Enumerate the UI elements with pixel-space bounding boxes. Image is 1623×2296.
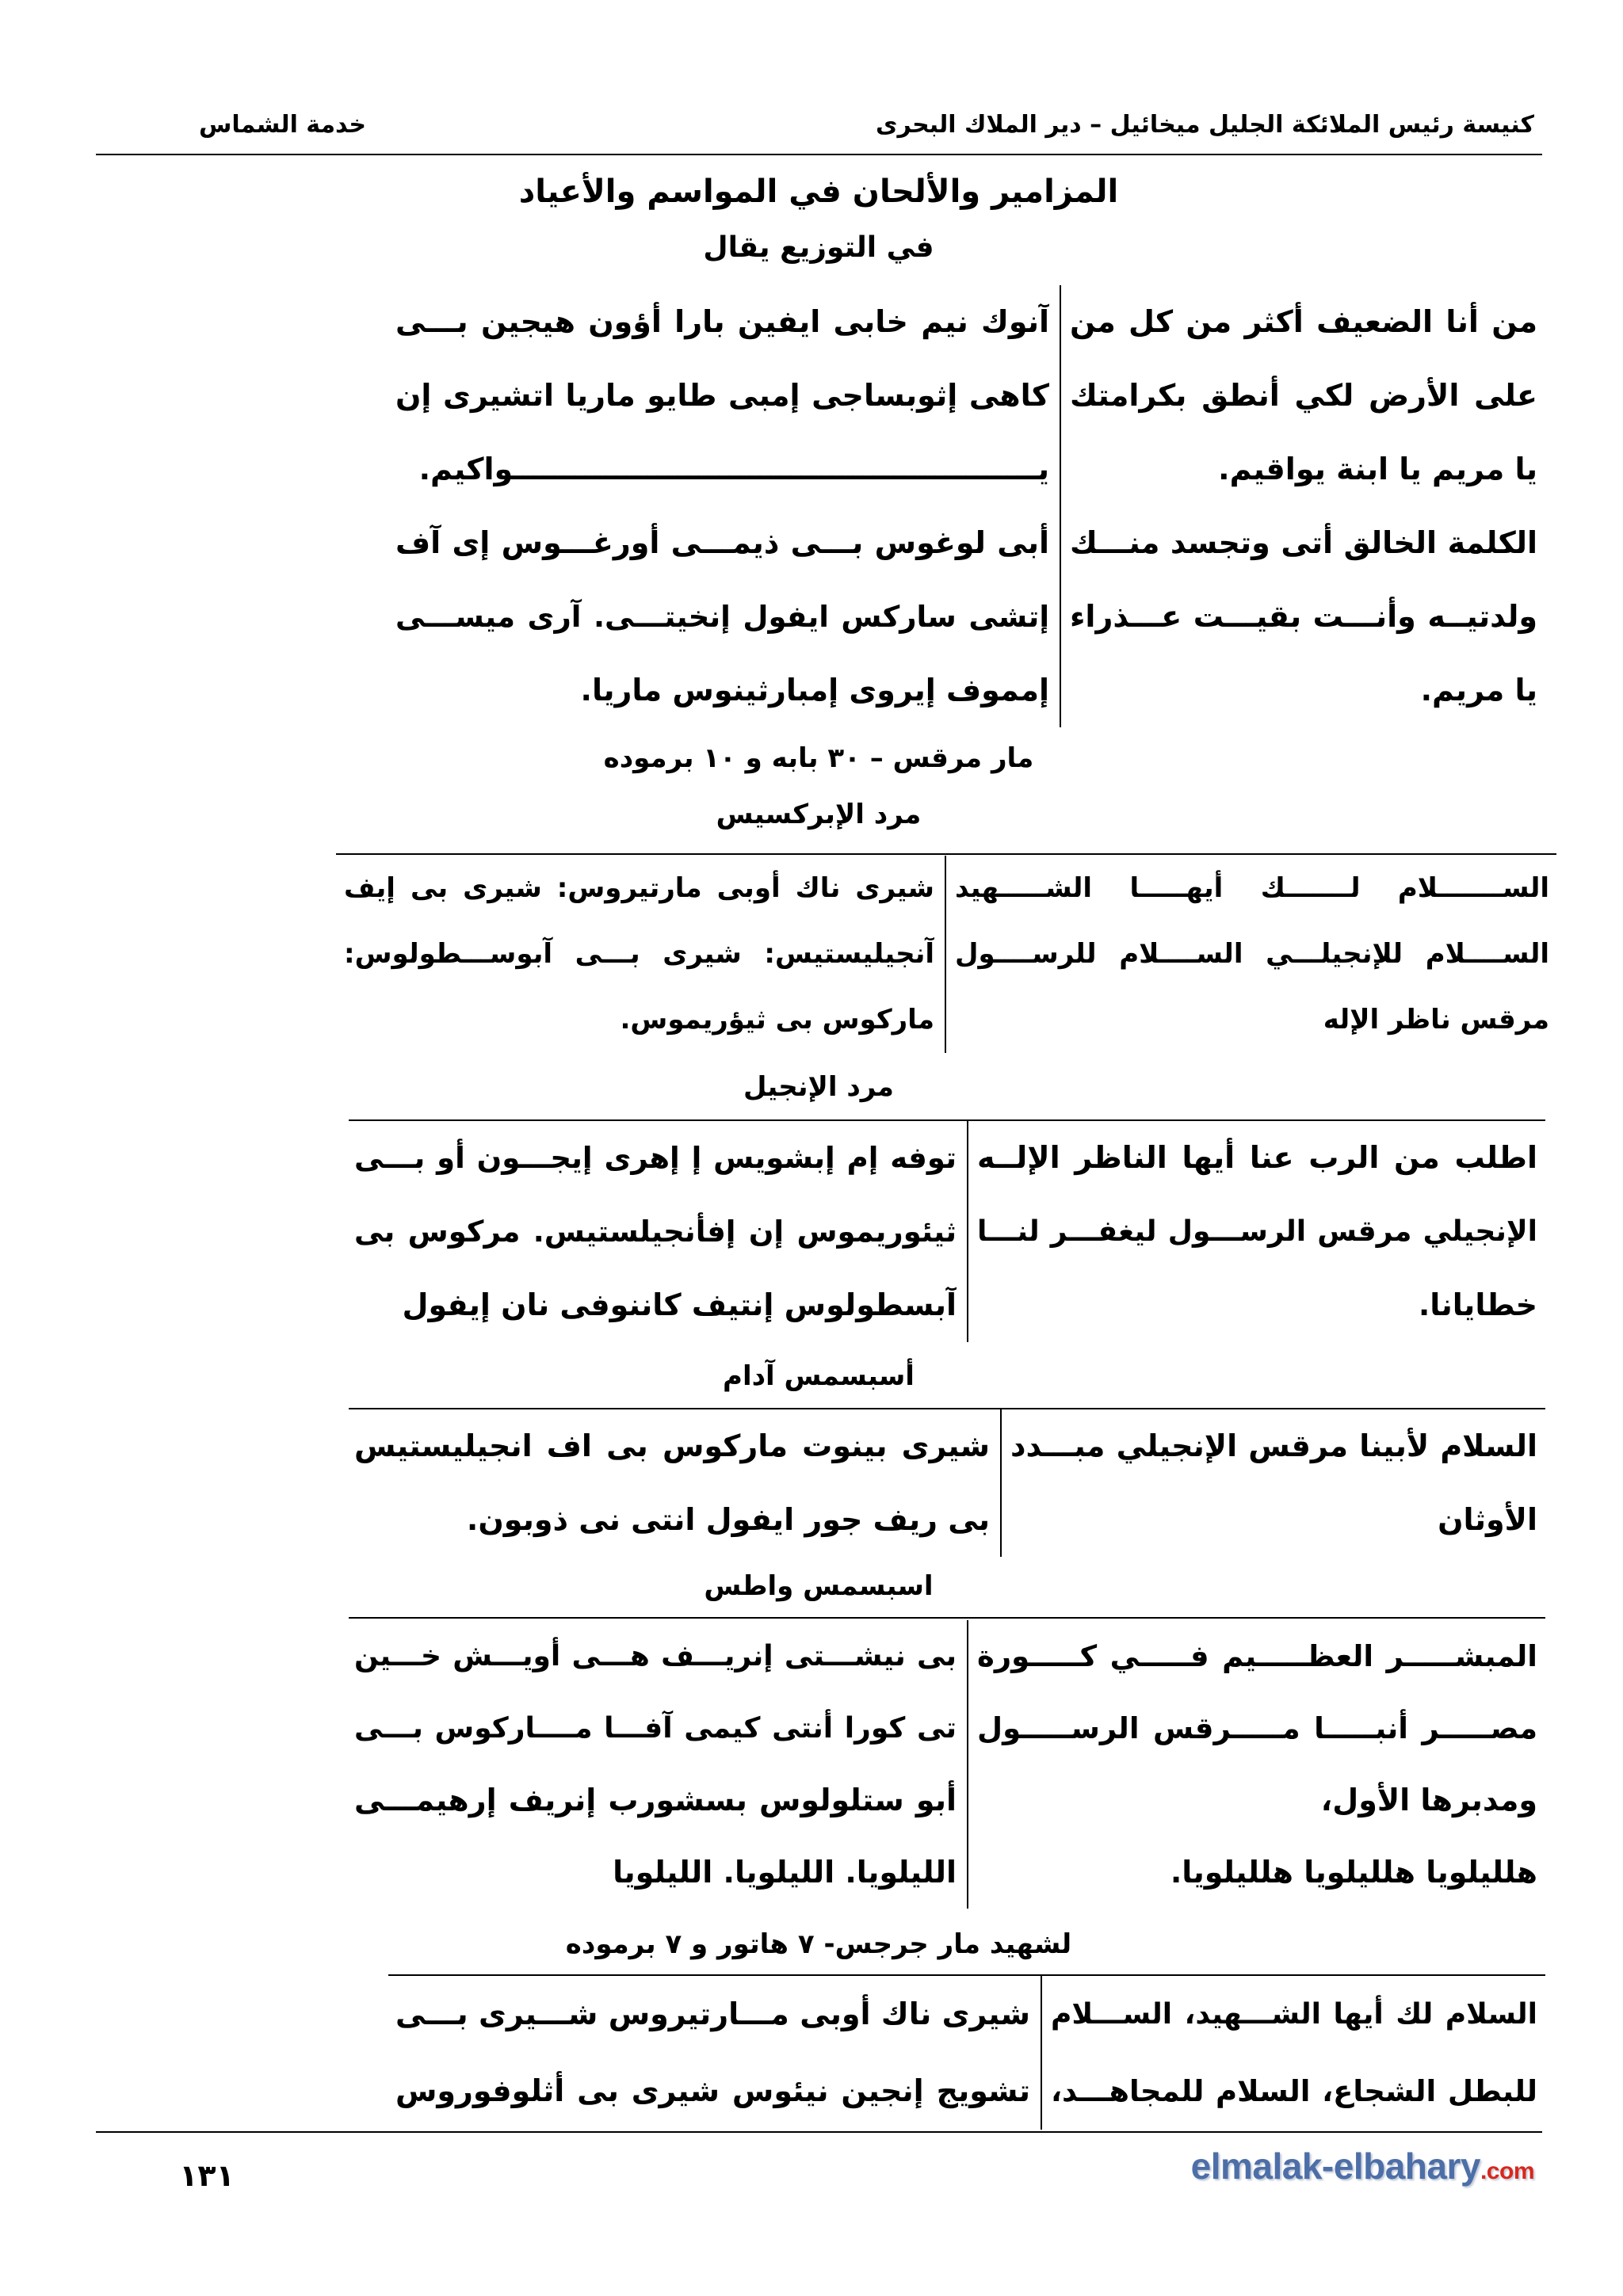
column-divider [945, 856, 946, 1053]
page-number: ١٣١ [179, 2158, 235, 2193]
arabic-column [977, 1121, 1537, 1342]
arabic-line: للبطل الشجاع، السلام للمجاهـــد، [1051, 2074, 1537, 2108]
coptic-line: شيرى ناك أوبى مارتيروس: شيرى بى إيف [344, 872, 934, 904]
column-divider [967, 1620, 968, 1909]
site-logo [1191, 2142, 1534, 2195]
hymn-section [344, 856, 1549, 1053]
arabic-line: من أنا الضعيف أكثر من كل من [1070, 304, 1537, 339]
coptic-column [395, 1976, 1030, 2130]
arabic-line: الكلمة الخالق أتى وتجسد منـــك [1070, 525, 1537, 560]
hymn-section [395, 285, 1537, 727]
coptic-line: إتشى ساركس ايفول إنخيتـــى. آرى ميســـى [395, 600, 1049, 634]
hymn-section [354, 1409, 1537, 1557]
section-rule [336, 853, 1556, 855]
footer-rule [96, 2131, 1542, 2133]
arabic-column [1070, 285, 1537, 727]
coptic-line: آبسطولوس إنتيف كاننوفى نان إيفول [402, 1287, 957, 1322]
arabic-line: خطايانا. [1418, 1287, 1537, 1322]
coptic-line: شيرى ناك أوبى مـــارتيروس شـــيرى بـــى [395, 1997, 1030, 2031]
coptic-line: توفه إم إبشويس إ إهرى إيجـــون أو بـــى [354, 1141, 957, 1175]
section-rule [349, 1617, 1545, 1619]
arabic-line: السلام لأبينا مرقس الإنجيلي مبـــدد [1010, 1428, 1537, 1463]
feast-heading: مار مرقس – ٣٠ بابه و ١٠ برموده [603, 742, 1034, 774]
arabic-line: يا مريم يا ابنة يواقيم. [1218, 452, 1537, 486]
coptic-line: ثيئوريموس إن إفأنجيلستيس. مركوس بى [354, 1215, 957, 1249]
coptic-line: إمموف إيروى إمبارثينوس ماريا. [580, 673, 1049, 707]
column-divider [967, 1121, 968, 1342]
coptic-line: أبو ستلولوس بسشورب إنريف إرهيمـــى [354, 1783, 957, 1817]
service-title: خدمة الشماس [199, 111, 367, 139]
arabic-line: اطلب من الرب عنا أيها الناظر الإلــه [977, 1140, 1537, 1175]
hymn-label: مرد الإبركسيس [716, 799, 922, 830]
coptic-column [354, 1121, 957, 1342]
coptic-line: يـــــــــــــــــــــــــــــــــــــــــــــــــــواكيم. [418, 452, 1049, 486]
column-divider [1000, 1409, 1002, 1557]
coptic-line: ماركوس بى ثيؤريموس. [620, 1004, 934, 1035]
coptic-line: تشويج إنجين نيئوس شيرى بى أثلوفوروس [395, 2073, 1030, 2108]
feast-heading: لشهيد مار جرجس- ٧ هاتور و ٧ برموده [565, 1928, 1072, 1960]
site-tld: .com [1480, 2158, 1534, 2184]
arabic-line: الإنجيلي مرقس الرســـول ليغفـــر لنـــا [977, 1215, 1537, 1248]
coptic-line: آنجيليستيس: شيرى بـــى آبوســـطولوس: [344, 938, 934, 970]
hymn-label: أسبسمس آدام [723, 1360, 915, 1392]
arabic-column [977, 1620, 1537, 1909]
arabic-line: مرقس ناظر الإله [1323, 1004, 1549, 1035]
arabic-line: المبشـــــر العظـــــيم فـــــي كـــــورة [977, 1639, 1537, 1673]
hymn-label: اسبسمس واطس [704, 1570, 934, 1602]
coptic-line: بى ريف جور ايفول انتى نى ذوبون. [466, 1502, 990, 1537]
coptic-line: بى نيشـــتى إنريـــف هـــى أويـــش خـــين [354, 1640, 957, 1672]
site-name: elmalak-elbahary [1190, 2145, 1480, 2187]
coptic-line: الليلويا. الليلويا. الليلويا [613, 1855, 957, 1890]
coptic-line: شيرى بينوت ماركوس بى اف انجيليستيس [354, 1428, 990, 1463]
hymn-label: مرد الإنجيل [743, 1071, 894, 1103]
coptic-column [395, 285, 1049, 727]
arabic-line: الأوثان [1438, 1502, 1537, 1537]
arabic-line: مصـــــر أنبـــــا مـــــرقس الرســـــول [977, 1711, 1537, 1745]
arabic-line: السلام لك أيها الشـــهيد، الســـلام [1051, 1998, 1537, 2031]
column-divider [1060, 285, 1061, 727]
arabic-line: الســـــــلام لـــــــك أيهـــــا الشـــــهيد [955, 872, 1549, 904]
hymn-section [354, 1121, 1537, 1342]
hymn-section [354, 1620, 1537, 1909]
arabic-column [1051, 1976, 1537, 2130]
coptic-line: أبى لوغوس بـــى ذيمـــى أورغـــوس إى آف [395, 525, 1049, 560]
arabic-line: ولدتيــه وأنـــت بقيـــت عـــذراء [1070, 599, 1537, 634]
arabic-column [1010, 1409, 1537, 1557]
hymn-section [395, 1976, 1537, 2130]
arabic-line: على الأرض لكي أنطق بكرامتك [1070, 378, 1537, 413]
coptic-line: تى كورا أنتى كيمى آفـــا مــــاركوس بـــى [354, 1712, 957, 1745]
arabic-line: ومدبرها الأول، [1320, 1783, 1537, 1817]
hymn-label: في التوزيع يقال [703, 231, 934, 264]
arabic-line: الســــلام للإنجيلـــي الســــلام للرســــول [955, 938, 1549, 970]
page-title: المزامير والألحان في المواسم والأعياد [518, 174, 1119, 210]
coptic-column [344, 856, 934, 1053]
coptic-line: آنوك نيم خابى ايفين بارا أؤون هيجين بـــى [395, 304, 1049, 339]
coptic-column [354, 1409, 990, 1557]
column-divider [1041, 1976, 1042, 2130]
arabic-line: يا مريم. [1420, 673, 1537, 707]
header-rule [96, 154, 1542, 155]
arabic-column [955, 856, 1549, 1053]
church-name: كنيسة رئيس الملائكة الجليل ميخائيل – دير الملاك البحرى [875, 111, 1534, 139]
coptic-column [354, 1620, 957, 1909]
coptic-line: كاهى إثوبساجى إمبى طايو ماريا اتشيرى إن [395, 378, 1049, 413]
arabic-line: هلليلويا هلليلويا هلليلويا. [1170, 1855, 1537, 1890]
